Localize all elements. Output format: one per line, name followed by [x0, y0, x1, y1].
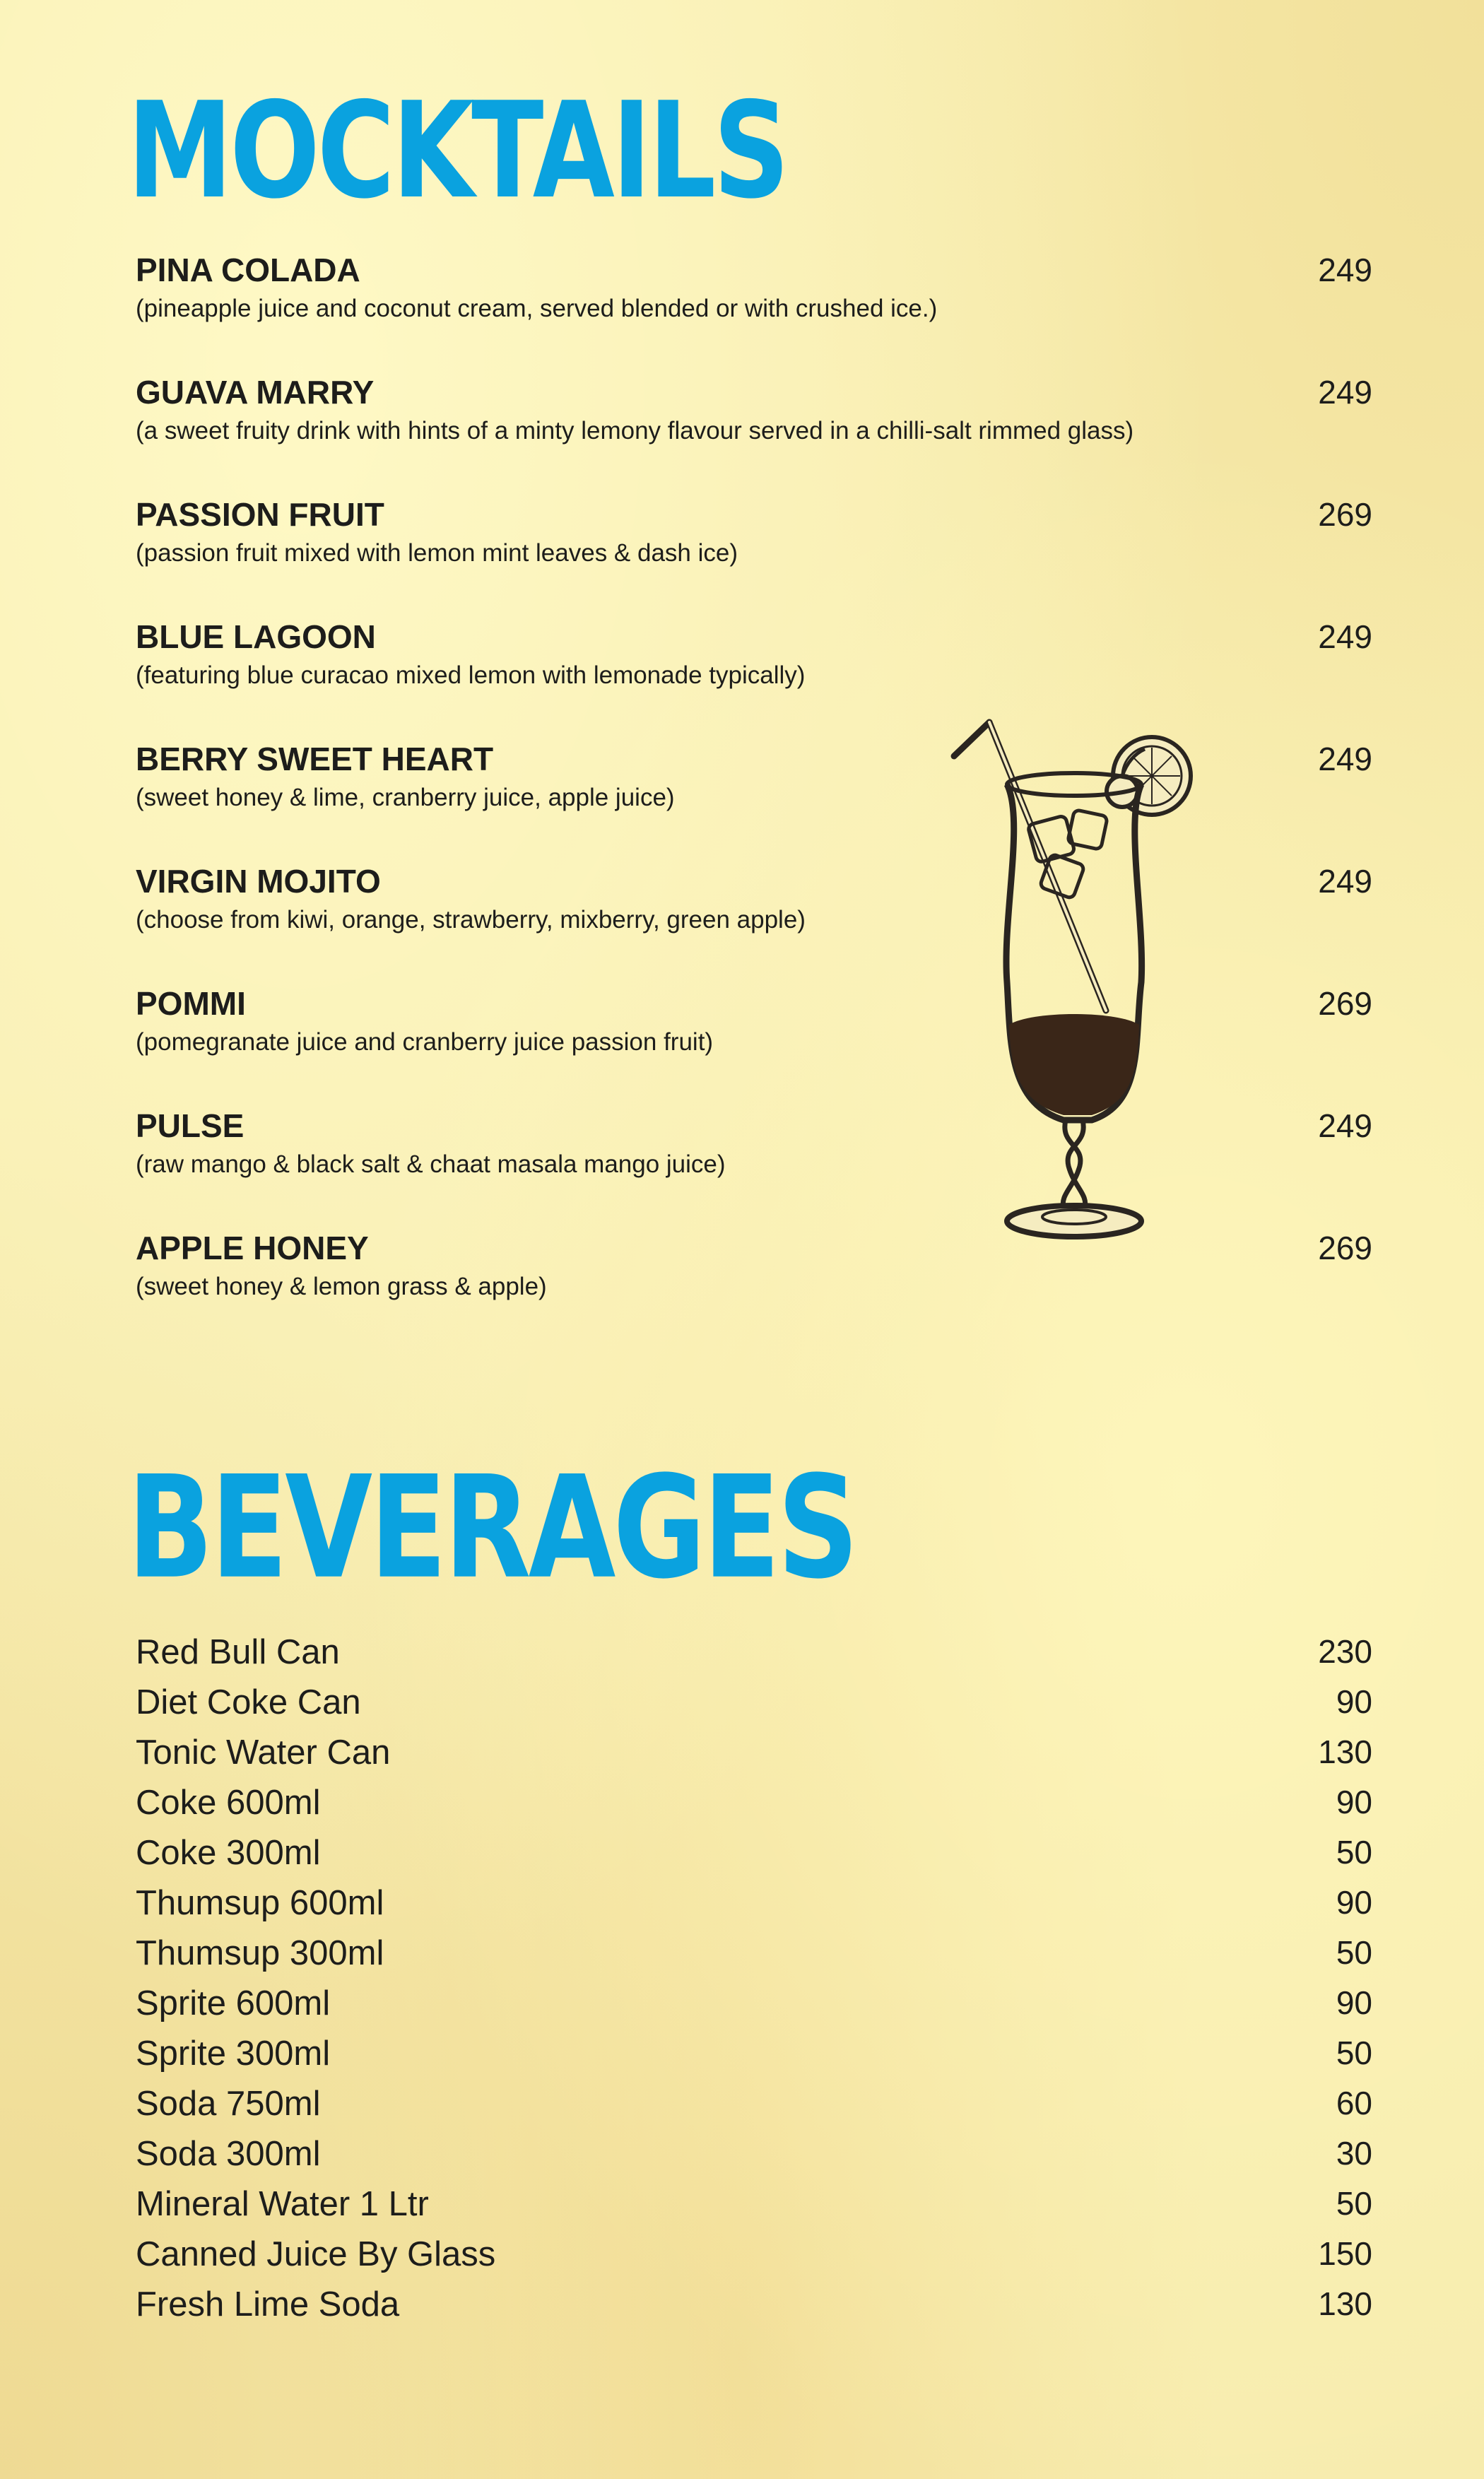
item-name: PINA COLADA	[136, 252, 360, 288]
menu-item	[136, 1833, 1372, 1883]
item-name: Soda 300ml	[136, 2135, 321, 2173]
item-price: 249	[1318, 374, 1372, 411]
item-name: Fresh Lime Soda	[136, 2285, 400, 2324]
cocktail-glass-icon	[940, 707, 1208, 1244]
menu-item	[136, 2234, 1372, 2284]
menu-item	[136, 1632, 1372, 1682]
item-price: 230	[1318, 1633, 1372, 1670]
item-price: 269	[1318, 985, 1372, 1022]
item-price: 90	[1336, 1884, 1372, 1921]
item-price: 249	[1318, 252, 1372, 288]
item-description: (passion fruit mixed with lemon mint leaves & dash ice)	[136, 539, 738, 567]
item-price: 249	[1318, 1107, 1372, 1144]
item-name: VIRGIN MOJITO	[136, 863, 381, 900]
item-name: PASSION FRUIT	[136, 496, 384, 533]
item-description: (sweet honey & lime, cranberry juice, apple juice)	[136, 784, 675, 811]
menu-item	[136, 1883, 1372, 1933]
item-description: (pineapple juice and coconut cream, served blended or with crushed ice.)	[136, 295, 938, 322]
item-description: (featuring blue curacao mixed lemon with lemonade typically)	[136, 661, 806, 689]
menu-item	[136, 2134, 1372, 2184]
item-price: 150	[1318, 2235, 1372, 2272]
item-name: Canned Juice By Glass	[136, 2235, 496, 2273]
item-name: Soda 750ml	[136, 2085, 321, 2123]
item-name: PULSE	[136, 1107, 245, 1144]
menu-item	[136, 1984, 1372, 2033]
item-price: 30	[1336, 2135, 1372, 2172]
item-description: (choose from kiwi, orange, strawberry, mixberry, green apple)	[136, 906, 806, 934]
menu-item	[136, 2034, 1372, 2083]
item-price: 50	[1336, 1834, 1372, 1871]
item-price: 90	[1336, 1984, 1372, 2021]
item-description: (pomegranate juice and cranberry juice passion fruit)	[136, 1028, 714, 1056]
item-name: Mineral Water 1 Ltr	[136, 2185, 429, 2223]
menu-item	[136, 2285, 1372, 2334]
item-name: POMMI	[136, 985, 246, 1022]
item-name: Thumsup 300ml	[136, 1934, 384, 1972]
item-description: (a sweet fruity drink with hints of a minty lemony flavour served in a chilli-salt rimmed glass)	[136, 417, 1134, 444]
item-price: 90	[1336, 1683, 1372, 1720]
item-name: APPLE HONEY	[136, 1230, 369, 1266]
item-name: Thumsup 600ml	[136, 1884, 384, 1922]
item-price: 269	[1318, 496, 1372, 533]
menu-item	[136, 1933, 1372, 1983]
item-price: 50	[1336, 1934, 1372, 1971]
item-name: BLUE LAGOON	[136, 618, 376, 655]
item-price: 60	[1336, 2085, 1372, 2121]
item-name: Coke 300ml	[136, 1834, 321, 1872]
mocktails-title: MOCKTAILS	[127, 74, 787, 228]
menu-item	[136, 1683, 1372, 1732]
item-name: Tonic Water Can	[136, 1733, 391, 1772]
item-name: Red Bull Can	[136, 1633, 340, 1671]
menu-item	[136, 1733, 1372, 1782]
item-price: 249	[1318, 741, 1372, 777]
item-name: Diet Coke Can	[136, 1683, 361, 1721]
item-description: (sweet honey & lemon grass & apple)	[136, 1273, 547, 1300]
item-name: BERRY SWEET HEART	[136, 741, 494, 777]
item-name: Sprite 600ml	[136, 1984, 331, 2022]
item-price: 130	[1318, 2285, 1372, 2322]
menu-item	[136, 2084, 1372, 2133]
beverages-title: BEVERAGES	[127, 1444, 856, 1611]
menu-item	[136, 1783, 1372, 1832]
item-price: 249	[1318, 863, 1372, 900]
item-price: 269	[1318, 1230, 1372, 1266]
item-price: 90	[1336, 1784, 1372, 1820]
item-name: Sprite 300ml	[136, 2035, 331, 2073]
item-price: 130	[1318, 1733, 1372, 1770]
item-price: 50	[1336, 2035, 1372, 2071]
item-price: 50	[1336, 2185, 1372, 2222]
item-price: 249	[1318, 618, 1372, 655]
item-description: (raw mango & black salt & chaat masala mango juice)	[136, 1150, 726, 1178]
item-name: Coke 600ml	[136, 1784, 321, 1822]
item-name: GUAVA MARRY	[136, 374, 375, 411]
menu-item	[136, 2184, 1372, 2234]
